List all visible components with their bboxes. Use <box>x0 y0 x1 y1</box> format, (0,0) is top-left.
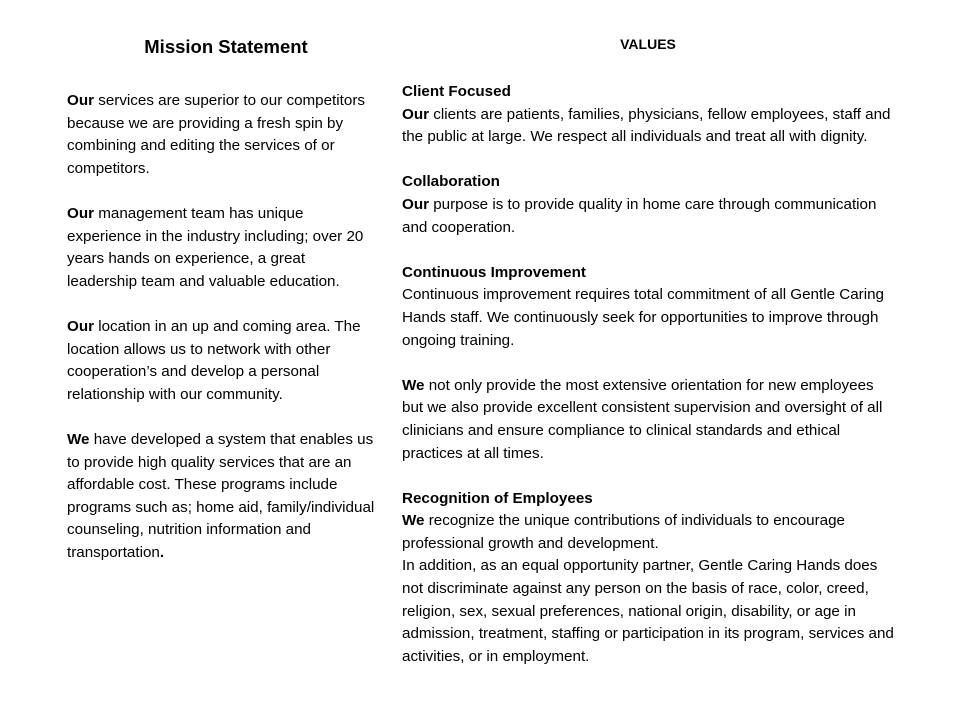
mission-paragraph-services <box>67 90 377 180</box>
value-heading: Client Focused <box>402 83 511 100</box>
value-lead: We <box>402 512 425 530</box>
value-lead: Our <box>402 195 430 213</box>
paragraph-lead: We <box>67 430 90 448</box>
values-title: VALUES <box>620 36 676 52</box>
mission-paragraph-management <box>67 203 377 293</box>
value-heading: Collaboration <box>402 173 500 191</box>
paragraph-text: location in an up and coming area. The location allows us to network with other cooperation’s and develop a personal relationship with our community. <box>67 317 361 403</box>
mission-title: Mission Statement <box>144 36 308 57</box>
paragraph-lead: Our <box>67 317 95 335</box>
paragraph-text: have developed a system that enables us to provide high quality services that are an affordable cost. These programs include programs such as; home aid, family/individual counseling, nutrition information and transportation <box>67 430 375 561</box>
value-heading: Continuous Improvement <box>402 263 586 281</box>
value-client-focused <box>402 81 894 149</box>
value-text: not only provide the most extensive orientation for new employees but we also provide excellent consistent supervision and oversight of all clinicians and ensure compliance to clinical standards and ethical practices at all times. <box>402 376 883 462</box>
value-text: clients are patients, families, physicians, fellow employees, staff and the public at large. We respect all individuals and treat all with dignity. <box>402 105 891 146</box>
value-addition: In addition, as an equal opportunity partner, Gentle Caring Hands does not discriminate against any person on the basis of race, color, creed, religion, sex, sexual preferences, national origin, disability, or age in admission, treatment, staffing or participation in its program, services and activities, or in employment. <box>402 557 894 665</box>
value-text: Continuous improvement requires total commitment of all Gentle Caring Hands staff. We continuously seek for opportunities to improve through ongoing training. <box>402 286 884 349</box>
paragraph-lead: Our <box>67 204 95 222</box>
value-text: recognize the unique contributions of individuals to encourage professional growth and development. <box>402 512 845 552</box>
mission-column <box>67 34 377 564</box>
value-text: purpose is to provide quality in home care through communication and cooperation. <box>402 195 877 236</box>
mission-paragraph-system <box>67 429 377 565</box>
values-column <box>402 34 894 668</box>
paragraph-lead: Our <box>67 92 95 109</box>
value-recognition <box>402 488 894 669</box>
paragraph-text: services are superior to our competitors because we are providing a fresh spin by combining and editing the services of or competitors. <box>67 92 365 177</box>
mission-paragraph-location <box>67 316 377 406</box>
value-orientation <box>402 375 894 465</box>
value-continuous-improvement <box>402 262 894 352</box>
value-collaboration <box>402 171 894 239</box>
value-lead: Our <box>402 105 430 123</box>
value-lead: We <box>402 376 425 394</box>
value-heading: Recognition of Employees <box>402 489 593 507</box>
paragraph-end: . <box>159 543 165 561</box>
paragraph-text: management team has unique experience in the industry including; over 20 years hands on experience, a great leadership team and valuable education. <box>67 204 364 290</box>
